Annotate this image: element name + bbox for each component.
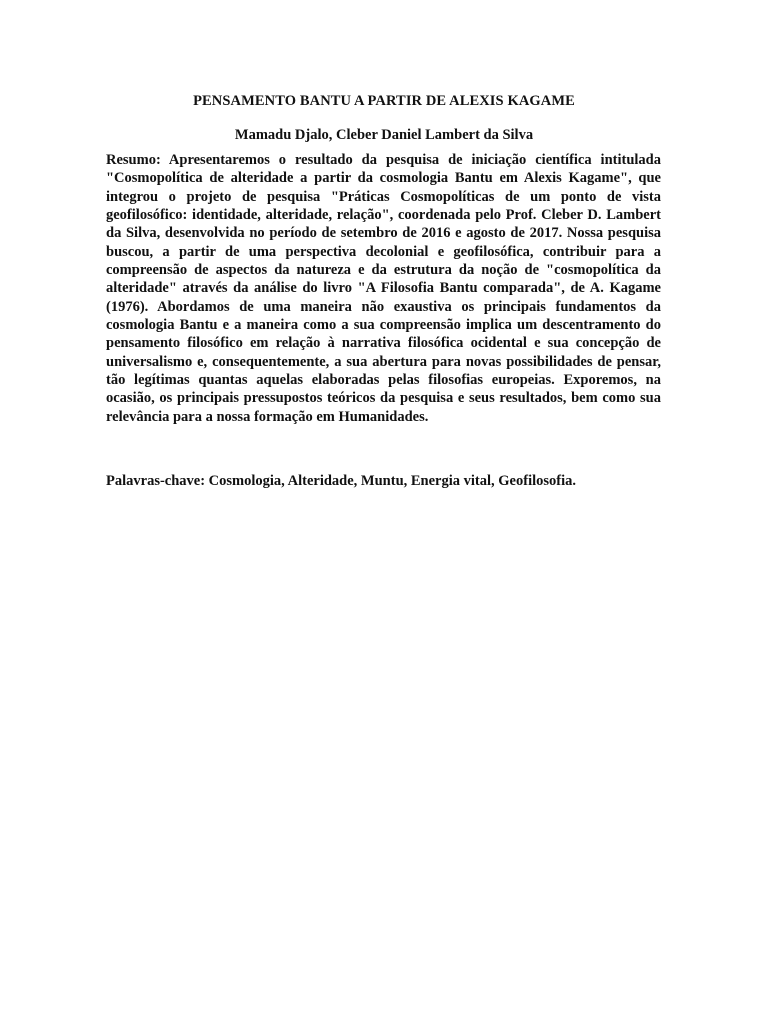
paper-authors: Mamadu Djalo, Cleber Daniel Lambert da Silva <box>234 127 534 143</box>
paper-title: PENSAMENTO BANTU A PARTIR DE ALEXIS KAGAME <box>193 93 575 109</box>
abstract-paragraph: Resumo: Apresentaremos o resultado da pesquisa de iniciação científica intitulada "Cosmopolítica de alteridade a partir da cosmologia Bantu em Alexis Kagame", que integrou o projeto de pesquisa "Práticas Cosmopolíticas de um ponto de vista geofilosófico: identidade, alteridade, relação", coordenada pelo Prof. Cleber D. Lambert da Silva, desenvolvida no período de setembro de 2016 e agosto de 2017. Nossa pesquisa buscou, a partir de uma perspectiva decolonial e geofilosófica, contribuir para a compreensão de aspectos da natureza e da estrutura da noção de "cosmopolítica da alteridade" através da análise do livro "A Filosofia Bantu comparada", de A. Kagame (1976). Abordamos de uma maneira não exaustiva os principais fundamentos da cosmologia Bantu e a maneira como a sua compreensão implica um descentramento do pensamento filosófico em relação à narrativa filosófica ocidental e sua concepção de universalismo e, consequentemente, a sua abertura para novas possibilidades de pensar, tão legítimas quantas aquelas elaboradas pelas filosofias europeias. Exporemos, na ocasião, os principais pressupostos teóricos da pesquisa e seus resultados, bem como sua relevância para a nossa formação em Humanidades. <box>106 152 661 425</box>
keywords-line: Palavras-chave: Cosmologia, Alteridade, Muntu, Energia vital, Geofilosofia. <box>106 473 577 489</box>
